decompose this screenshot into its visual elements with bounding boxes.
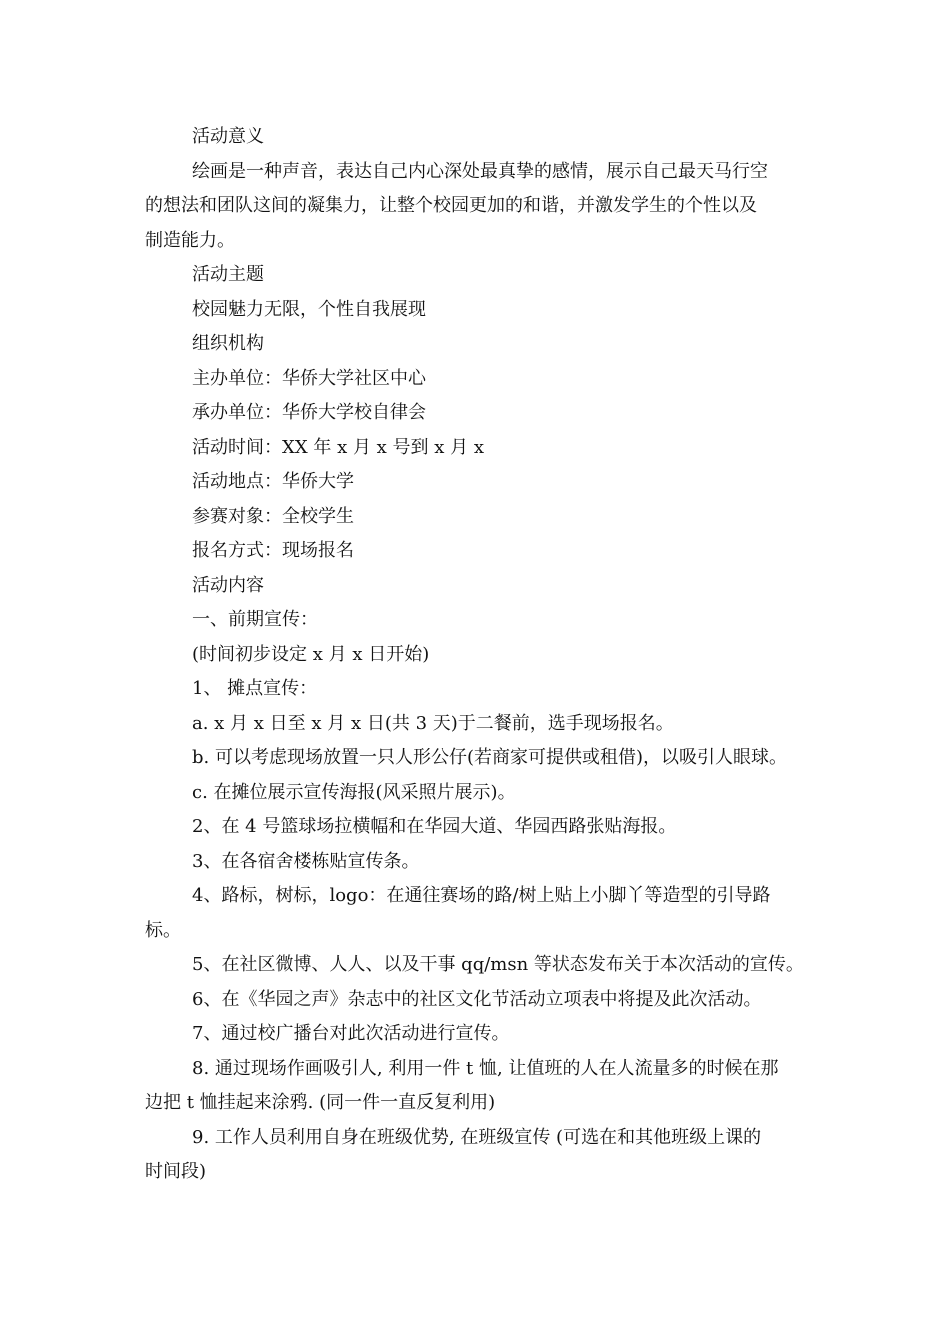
list-item-6: 6、在《华园之声》杂志中的社区文化节活动立项表中将提及此次活动。 [192,988,762,1010]
list-item-1a: a. x 月 x 日至 x 月 x 日(共 3 天)于二餐前，选手现场报名。 [192,712,674,734]
text-line: 8. 通过现场作画吸引人, 利用一件 t 恤, 让值班的人在人流量多的时候在那 [192,1057,779,1079]
theme-text: 校园魅力无限，个性自我展现 [192,298,426,320]
list-item-1: 1、 摊点宣传： [192,678,318,699]
text-line: 时间段) [145,1161,207,1182]
registration-method: 报名方式：现场报名 [192,540,354,561]
list-item-7: 7、通过校广播台对此次活动进行宣传。 [192,1023,510,1044]
promotion-start-note: (时间初步设定 x 月 x 日开始) [192,643,430,665]
list-item-8 [145,1052,815,1121]
section-promotion: 一、前期宣传： [192,609,318,630]
list-item-2: 2、在 4 号篮球场拉横幅和在华园大道、华园西路张贴海报。 [192,816,677,837]
text-line: 标。 [145,919,181,941]
text-line: 的想法和团队这间的凝集力，让整个校园更加的和谐，并激发学生的个性以及 [145,195,757,216]
text-line: 绘画是一种声音，表达自己内心深处最真挚的感情，展示自己最天马行空 [192,160,768,182]
paragraph-significance [145,155,815,259]
host-unit: 主办单位：华侨大学社区中心 [192,367,426,389]
heading-significance: 活动意义 [192,126,264,147]
list-item-5: 5、在社区微博、人人、以及干事 qq/msn 等状态发布关于本次活动的宣传。 [192,954,804,975]
document-body [145,120,815,1190]
list-item-9 [145,1121,815,1190]
text-line: 制造能力。 [145,229,235,251]
list-item-3: 3、在各宿舍楼栋贴宣传条。 [192,850,420,872]
event-time: 活动时间：XX 年 x 月 x 号到 x 月 x [192,436,485,458]
text-line: 边把 t 恤挂起来涂鸦. (同一件一直反复利用) [145,1092,496,1113]
heading-theme: 活动主题 [192,264,264,285]
list-item-1c: c. 在摊位展示宣传海报(风采照片展示)。 [192,781,516,803]
text-line: 9. 工作人员利用自身在班级优势, 在班级宣传 (可选在和其他班级上课的 [192,1126,762,1148]
text-line: 4、路标，树标，logo：在通往赛场的路/树上贴上小脚丫等造型的引导路 [192,885,771,906]
organizer-unit: 承办单位：华侨大学校自律会 [192,402,426,423]
heading-content: 活动内容 [192,574,264,596]
participants: 参赛对象：全校学生 [192,505,354,527]
event-location: 活动地点：华侨大学 [192,471,354,492]
heading-organization: 组织机构 [192,333,264,354]
list-item-1b: b. 可以考虑现场放置一只人形公仔(若商家可提供或租借)，以吸引人眼球。 [192,747,788,768]
list-item-4 [145,879,815,948]
